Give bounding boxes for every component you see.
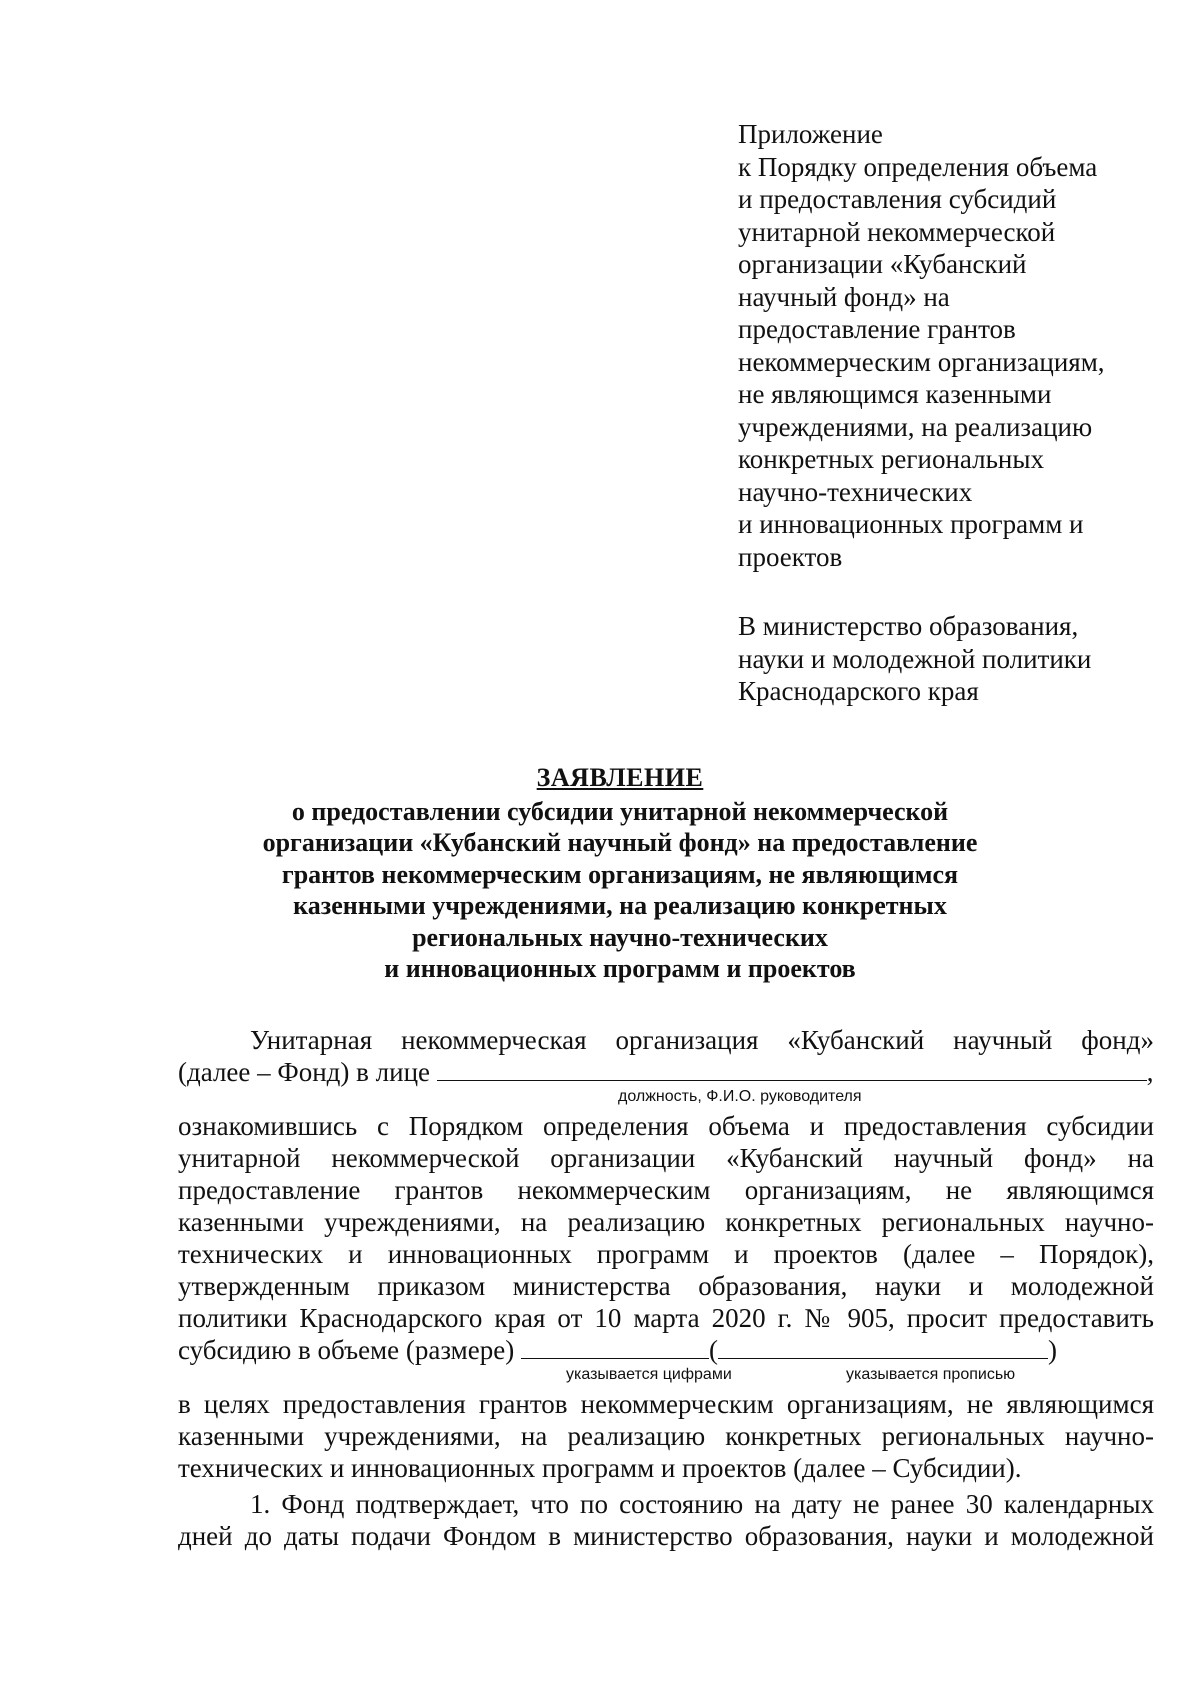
- body-line: Унитарная некоммерческая организация «Кубанский научный фонд»: [250, 1025, 1154, 1055]
- addressee-line: Краснодарского края: [738, 676, 979, 706]
- body-text-fragment: ,: [1146, 1057, 1154, 1087]
- title-line: организации «Кубанский научный фонд» на предоставление: [262, 828, 978, 857]
- field-caption: должность, Ф.И.О. руководителя: [618, 1088, 862, 1105]
- amount-digits-blank-field[interactable]: [521, 1334, 709, 1359]
- appendix-block: [738, 118, 1178, 573]
- field-caption: указывается цифрами: [566, 1366, 732, 1383]
- appendix-line: научно-технических: [738, 476, 973, 507]
- body-line: технических и инновационных программ и проектов (далее – Порядок),: [178, 1239, 1154, 1269]
- appendix-line: не являющимся казенными: [738, 379, 1052, 409]
- appendix-line: некоммерческим организациям,: [738, 346, 1105, 377]
- amount-words-blank-field[interactable]: [718, 1334, 1048, 1359]
- appendix-line: научный фонд» на: [738, 281, 950, 312]
- body-line-with-blank: [178, 1056, 1154, 1088]
- addressee-line: В министерство образования,: [738, 611, 1079, 641]
- appendix-line: Приложение: [738, 119, 883, 149]
- addressee-block: [738, 610, 1178, 708]
- field-caption-row: [178, 1366, 1154, 1388]
- body-line: ознакомившись с Порядком определения объема и предоставления субсидии: [178, 1111, 1154, 1141]
- body-line: в целях предоставления грантов некоммерческим организациям, не являющимся: [178, 1389, 1154, 1419]
- appendix-line: и предоставления субсидий: [738, 184, 1057, 214]
- title-heading: ЗАЯВЛЕНИЕ: [536, 763, 704, 792]
- body-line: унитарной некоммерческой организации «Кубанский научный фонд» на: [178, 1143, 1154, 1173]
- body-line: утвержденным приказом министерства образования, науки и молодежной: [178, 1271, 1154, 1301]
- body-text-fragment: (далее – Фонд) в лице: [178, 1057, 431, 1087]
- title-line: региональных научно-технических: [412, 922, 828, 952]
- addressee-line: науки и молодежной политики: [738, 643, 1092, 674]
- body-line: казенными учреждениями, на реализацию конкретных региональных научно-: [178, 1207, 1154, 1237]
- body-line: дней до даты подачи Фондом в министерство образования, науки и молодежной: [178, 1521, 1154, 1551]
- body-line-with-blank: [178, 1334, 1154, 1366]
- body-line: технических и инновационных программ и проектов (далее – Субсидии).: [178, 1453, 1022, 1483]
- body-line: предоставление грантов некоммерческим организациям, не являющимся: [178, 1175, 1154, 1205]
- appendix-line: и инновационных программ и: [738, 509, 1084, 539]
- appendix-line: организации «Кубанский: [738, 249, 1027, 279]
- appendix-line: учреждениями, на реализацию: [738, 411, 1093, 442]
- body-line: политики Краснодарского края от 10 марта 2020 г. № 905, просит предоставить: [178, 1303, 1154, 1333]
- position-name-blank-field[interactable]: [437, 1056, 1147, 1081]
- field-caption: указывается прописью: [846, 1366, 1016, 1383]
- field-caption-row: [178, 1088, 1154, 1110]
- title-line: казенными учреждениями, на реализацию конкретных: [293, 891, 947, 920]
- appendix-line: унитарной некоммерческой: [738, 216, 1056, 247]
- document-title: [180, 762, 1060, 985]
- title-line: и инновационных программ и проектов: [384, 954, 856, 983]
- body-line: 1. Фонд подтверждает, что по состоянию на дату не ранее 30 календарных: [250, 1489, 1154, 1519]
- appendix-line: проектов: [738, 541, 843, 572]
- body-text-fragment: субсидию в объеме (размере): [178, 1335, 515, 1365]
- body-line: казенными учреждениями, на реализацию конкретных региональных научно-: [178, 1421, 1154, 1451]
- appendix-line: предоставление грантов: [738, 314, 1016, 344]
- title-line: грантов некоммерческим организациям, не являющимся: [281, 859, 959, 889]
- appendix-line: к Порядку определения объема: [738, 151, 1098, 182]
- document-body: [178, 1024, 1154, 1552]
- appendix-line: конкретных региональных: [738, 444, 1044, 474]
- title-line: о предоставлении субсидии унитарной некоммерческой: [291, 796, 949, 826]
- body-text-fragment: (: [708, 1335, 718, 1365]
- body-text-fragment: ): [1047, 1335, 1057, 1365]
